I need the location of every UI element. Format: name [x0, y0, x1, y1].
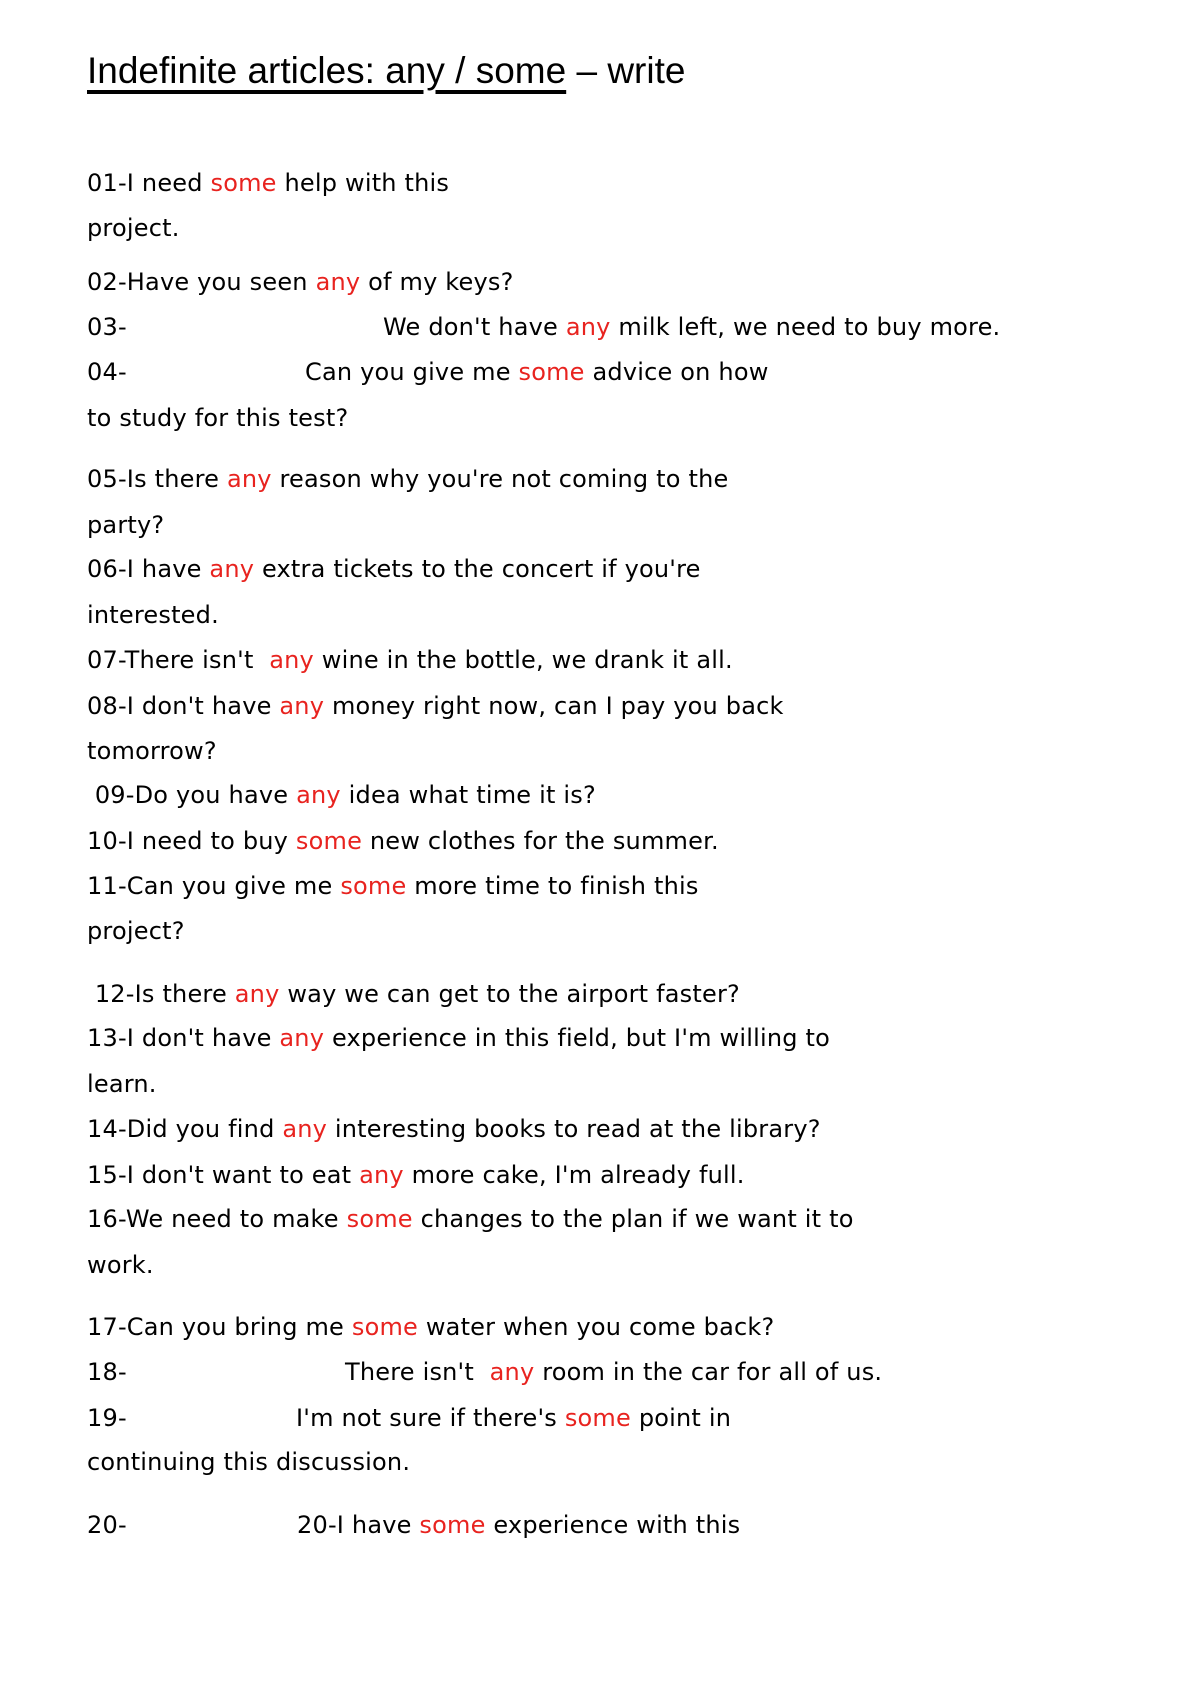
sentence-line: [87, 510, 164, 540]
answer-word: any: [279, 692, 325, 720]
sentence-line: [87, 213, 180, 243]
sentence-line: [87, 1160, 745, 1190]
sentence-text-end: help with this: [276, 169, 450, 197]
sentence-text-end: water when you come back?: [418, 1313, 775, 1341]
sentence-line: [87, 1114, 821, 1144]
sentence-text-end: of my keys?: [360, 268, 514, 296]
title-main: Indefinite articles: any / some: [87, 50, 567, 91]
sentence-text: work.: [87, 1251, 154, 1279]
sentence-text: I'm not sure if there's: [296, 1404, 565, 1432]
answer-word: some: [564, 1404, 631, 1432]
sentence-text-end: extra tickets to the concert if you're: [254, 555, 701, 583]
sentence-text: to study for this test?: [87, 404, 349, 432]
sentence-line: [87, 780, 596, 810]
sentence-line: [87, 1023, 830, 1053]
sentence-text: learn.: [87, 1070, 157, 1098]
answer-word: any: [234, 980, 280, 1008]
sentence-text-end: more cake, I'm already full.: [403, 1161, 745, 1189]
sentence-text-end: reason why you're not coming to the: [271, 465, 729, 493]
sentence-text: 15-I don't want to eat: [87, 1161, 360, 1189]
sentence-line: [87, 464, 729, 494]
sentence-text: 12-Is there: [87, 980, 235, 1008]
sentence-line: [87, 554, 701, 584]
sentence-text: 20-I have: [297, 1511, 420, 1539]
answer-word: some: [295, 827, 363, 855]
item-number: 18-: [87, 1358, 127, 1386]
sentence-text: 06-I have: [87, 555, 210, 583]
answer-word: some: [210, 169, 277, 197]
answer-word: any: [279, 1024, 325, 1052]
sentence-line: [87, 357, 769, 387]
sentence-line: [87, 916, 185, 946]
item-number: 03-: [87, 313, 127, 341]
sentence-text-end: milk left, we need to buy more.: [610, 313, 1001, 341]
sentence-text-end: new clothes for the summer.: [362, 827, 719, 855]
sentence-text-end: idea what time it is?: [340, 781, 596, 809]
sentence-line: [87, 1069, 157, 1099]
sentence-text: 02-Have you seen: [87, 268, 316, 296]
answer-word: any: [489, 1358, 535, 1386]
sentence-text: We don't have: [383, 313, 566, 341]
sentence-line: [87, 1204, 854, 1234]
item-number: 20-: [87, 1511, 127, 1539]
sentence-line: [87, 736, 217, 766]
sentence-text-end: changes to the plan if we want it to: [412, 1205, 854, 1233]
sentence-text: 08-I don't have: [87, 692, 280, 720]
sentence-line: [87, 403, 348, 433]
sentence-text: 17-Can you bring me: [87, 1313, 352, 1341]
sentence-text: 01-I need: [87, 169, 211, 197]
answer-word: some: [419, 1511, 486, 1539]
sentence-text: 10-I need to buy: [87, 827, 296, 855]
sentence-text: 13-I don't have: [87, 1024, 280, 1052]
sentence-line: [87, 1510, 740, 1540]
answer-word: any: [282, 1115, 328, 1143]
answer-word: some: [518, 358, 585, 386]
sentence-line: [87, 1403, 731, 1433]
sentence-text: continuing this discussion.: [87, 1448, 411, 1476]
sentence-text-end: more time to finish this: [406, 872, 699, 900]
sentence-text: 16-We need to make: [87, 1205, 347, 1233]
sentence-text: project?: [87, 917, 185, 945]
title-suffix: – write: [566, 50, 686, 91]
sentence-line: [87, 979, 740, 1009]
sentence-line: [87, 1447, 410, 1477]
item-number: 04-: [87, 358, 127, 386]
sentence-line: [87, 691, 784, 721]
sentence-text: party?: [87, 511, 165, 539]
answer-word: any: [565, 313, 611, 341]
sentence-text: 05-Is there: [87, 465, 227, 493]
sentence-line: [87, 1312, 774, 1342]
answer-word: any: [209, 555, 255, 583]
sentence-text: There isn't: [345, 1358, 490, 1386]
sentence-text: 14-Did you find: [87, 1115, 283, 1143]
sentence-text: interested.: [87, 601, 219, 629]
sentence-line: [87, 645, 733, 675]
answer-word: any: [359, 1161, 404, 1189]
answer-word: any: [315, 268, 361, 296]
answer-word: some: [346, 1205, 413, 1233]
sentence-text: Can you give me: [305, 358, 519, 386]
answer-word: any: [296, 781, 341, 809]
sentence-line: [87, 1250, 154, 1280]
answer-word: any: [269, 646, 314, 674]
sentence-text-end: money right now, can I pay you back: [324, 692, 784, 720]
sentence-text-end: room in the car for all of us.: [534, 1358, 883, 1386]
sentence-text-end: experience with this: [485, 1511, 741, 1539]
sentence-text-end: wine in the bottle, we drank it all.: [313, 646, 733, 674]
sentence-text-end: experience in this field, but I'm willing to: [324, 1024, 831, 1052]
sentence-line: [87, 312, 1000, 342]
sentence-text-end: point in: [630, 1404, 732, 1432]
sentence-line: [87, 826, 719, 856]
item-number: 19-: [87, 1404, 127, 1432]
sentence-text-end: way we can get to the airport faster?: [279, 980, 740, 1008]
sentence-text-end: interesting books to read at the library?: [327, 1115, 821, 1143]
sentence-text: 07-There isn't: [87, 646, 270, 674]
sentence-text-end: advice on how: [584, 358, 769, 386]
sentence-line: [87, 267, 514, 297]
sentence-line: [87, 871, 699, 901]
page-title: [87, 50, 685, 92]
sentence-text: 11-Can you give me: [87, 872, 341, 900]
sentence-text: 09-Do you have: [87, 781, 297, 809]
sentence-text: project.: [87, 214, 180, 242]
sentence-line: [87, 1357, 882, 1387]
sentence-line: [87, 168, 449, 198]
sentence-line: [87, 600, 219, 630]
sentence-text: tomorrow?: [87, 737, 217, 765]
answer-word: some: [351, 1313, 418, 1341]
answer-word: any: [226, 465, 272, 493]
answer-word: some: [340, 872, 407, 900]
